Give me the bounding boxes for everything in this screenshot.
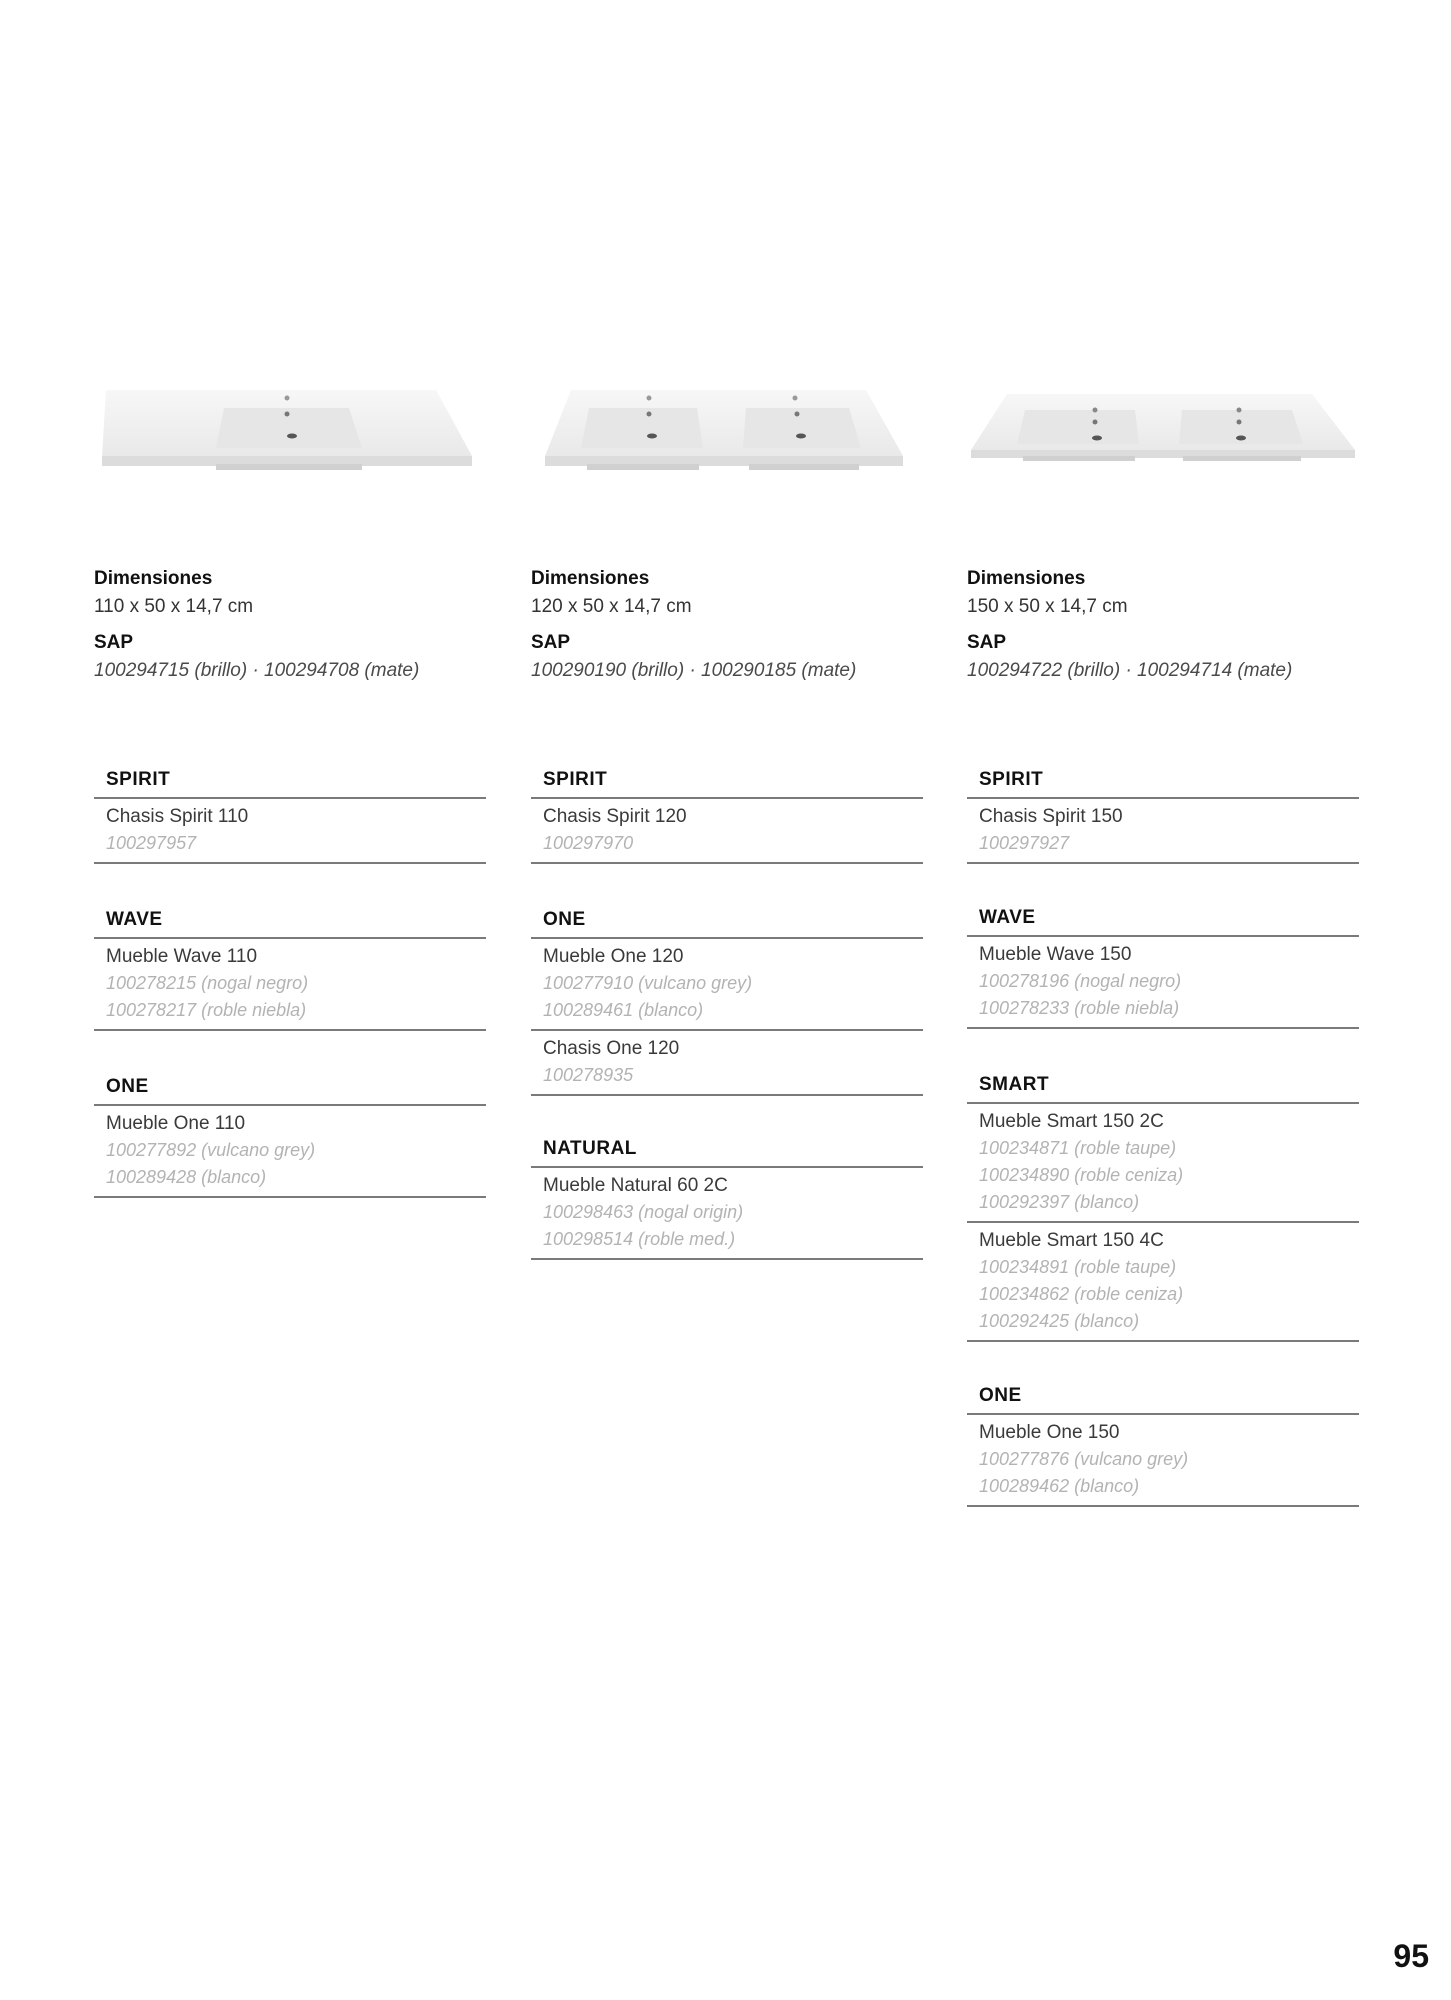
group-title: SPIRIT [967,768,1359,799]
group-smart [967,1073,1359,1342]
group-title: NATURAL [531,1137,923,1168]
group-title: WAVE [94,908,486,939]
product-item [531,1168,923,1260]
product-item [94,1106,486,1198]
product-item [94,799,486,864]
group-title: ONE [531,908,923,939]
product-name: Mueble One 150 [979,1422,1120,1443]
product-item [531,1031,923,1096]
product-name: Mueble One 120 [543,946,684,967]
product-name: Chasis Spirit 150 [979,806,1123,827]
product-code: 100278935 [543,1065,634,1085]
sink-120-image [531,386,923,486]
product-code: 100278233 (roble niebla) [979,998,1180,1018]
sink-110-image [94,386,486,486]
group-title: SMART [967,1073,1359,1104]
group-spirit [94,768,486,864]
product-name: Chasis Spirit 110 [106,806,249,827]
product-code: 100292397 (blanco) [979,1192,1140,1212]
product-code: 100278215 (nogal negro) [106,973,309,993]
product-name: Mueble Smart 150 4C [979,1230,1164,1251]
group-title: SPIRIT [94,768,486,799]
product-item [531,799,923,864]
product-name: Chasis Spirit 120 [543,806,687,827]
product-code: 100277910 (vulcano grey) [543,973,753,993]
product-code: 100234891 (roble taupe) [979,1257,1177,1277]
group-title: SPIRIT [531,768,923,799]
group-spirit [967,768,1359,864]
product-code: 100297927 [979,833,1070,853]
product-code: 100277876 (vulcano grey) [979,1449,1189,1469]
product-item [967,1104,1359,1223]
product-item [531,939,923,1031]
product-code: 100297957 [106,833,197,853]
group-one [967,1384,1359,1507]
product-code: 100277892 (vulcano grey) [106,1140,316,1160]
sap-label: SAP [94,632,134,653]
sap-value: 100294722 (brillo) · 100294714 (mate) [967,660,1293,681]
sink-150-image [967,390,1359,480]
dimensions-label: Dimensiones [94,568,213,589]
product-code: 100234862 (roble ceniza) [979,1284,1184,1304]
group-wave [967,906,1359,1029]
product-code: 100292425 (blanco) [979,1311,1140,1331]
page-number: 95 [1393,1938,1429,1974]
sap-label: SAP [967,632,1007,653]
group-title: ONE [94,1075,486,1106]
dimensions-label: Dimensiones [967,568,1086,589]
group-one [531,908,923,1096]
dimensions-label: Dimensiones [531,568,650,589]
product-name: Mueble Smart 150 2C [979,1111,1164,1132]
product-code: 100278196 (nogal negro) [979,971,1182,991]
product-item [967,799,1359,864]
product-item [967,1223,1359,1342]
product-name: Chasis One 120 [543,1038,680,1059]
product-code: 100289461 (blanco) [543,1000,704,1020]
product-code: 100234890 (roble ceniza) [979,1165,1184,1185]
group-title: WAVE [967,906,1359,937]
product-code: 100289462 (blanco) [979,1476,1140,1496]
product-code: 100234871 (roble taupe) [979,1138,1177,1158]
dimensions-value: 110 x 50 x 14,7 cm [94,596,254,617]
sap-value: 100290190 (brillo) · 100290185 (mate) [531,660,857,681]
group-natural [531,1137,923,1260]
product-code: 100298514 (roble med.) [543,1229,736,1249]
sap-label: SAP [531,632,571,653]
product-name: Mueble Natural 60 2C [543,1175,728,1196]
group-one [94,1075,486,1198]
product-item [967,937,1359,1029]
product-item [967,1415,1359,1507]
product-code: 100297970 [543,833,634,853]
dimensions-value: 150 x 50 x 14,7 cm [967,596,1128,617]
group-spirit [531,768,923,864]
product-name: Mueble One 110 [106,1113,246,1134]
group-title: ONE [967,1384,1359,1415]
group-wave [94,908,486,1031]
dimensions-value: 120 x 50 x 14,7 cm [531,596,692,617]
product-code: 100298463 (nogal origin) [543,1202,744,1222]
product-code: 100289428 (blanco) [106,1167,267,1187]
sap-value: 100294715 (brillo) · 100294708 (mate) [94,660,420,681]
product-item [94,939,486,1031]
product-name: Mueble Wave 110 [106,946,258,967]
product-code: 100278217 (roble niebla) [106,1000,307,1020]
product-name: Mueble Wave 150 [979,944,1132,965]
